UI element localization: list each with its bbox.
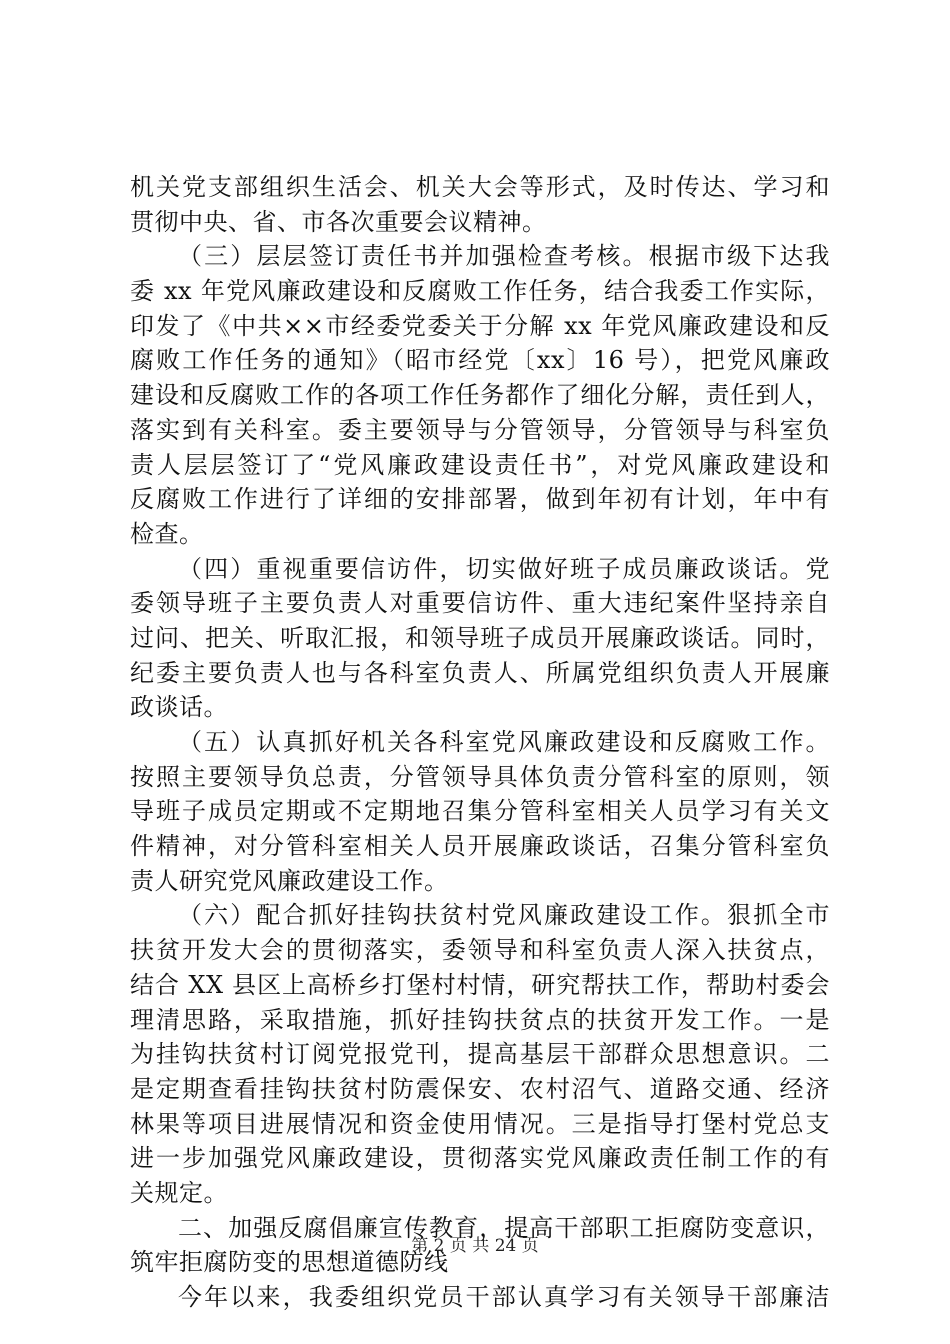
text-line: 反腐败工作进行了详细的安排部署，做到年初有计划，年中有 xyxy=(130,485,830,514)
text-line: 是定期查看挂钩扶贫村防震保安、农村沼气、道路交通、经济 xyxy=(130,1074,830,1103)
text-line: 腐败工作任务的通知》（昭市经党〔xx〕16 号），把党风廉政 xyxy=(130,346,830,375)
text-line: 委领导班子主要负责人对重要信访件、重大违纪案件坚持亲自 xyxy=(130,589,830,618)
text-line: 筑牢拒腐防变的思想道德防线 xyxy=(130,1248,449,1277)
text-line: 扶贫开发大会的贯彻落实，委领导和科室负责人深入扶贫点， xyxy=(130,936,830,965)
text-line: （五）认真抓好机关各科室党风廉政建设和反腐败工作。 xyxy=(178,728,830,756)
text-line: 导班子成员定期或不定期地召集分管科室相关人员学习有关文 xyxy=(130,797,830,826)
text-line: 为挂钩扶贫村订阅党报党刊，提高基层干部群众思想意识。二 xyxy=(130,1040,830,1069)
text-line: 委 xx 年党风廉政建设和反腐败工作任务，结合我委工作实际， xyxy=(130,277,830,306)
text-line: 责人层层签订了“党风廉政建设责任书”，对党风廉政建设和 xyxy=(130,450,830,479)
page-footer: 第 2 页 共 24 页 xyxy=(411,1236,539,1256)
text-line: 件精神，对分管科室相关人员开展廉政谈话，召集分管科室负 xyxy=(130,832,830,861)
text-line: 建设和反腐败工作的各项工作任务都作了细化分解，责任到人， xyxy=(130,381,830,410)
text-line: （三）层层签订责任书并加强检查考核。根据市级下达我 xyxy=(178,242,830,271)
text-line: 林果等项目进展情况和资金使用情况。三是指导打堡村党总支 xyxy=(130,1109,830,1138)
text-line: 检查。 xyxy=(130,519,204,548)
text-line: 按照主要领导负总责，分管领导具体负责分管科室的原则，领 xyxy=(130,762,830,791)
text-line: 过问、把关、听取汇报，和领导班子成员开展廉政谈话。同时， xyxy=(130,623,830,652)
text-line: 关规定。 xyxy=(130,1178,228,1207)
text-line: 贯彻中央、省、市各次重要会议精神。 xyxy=(130,207,547,236)
text-line: 二、加强反腐倡廉宣传教育，提高干部职工拒腐防变意识， xyxy=(178,1213,830,1242)
text-line: （六）配合抓好挂钩扶贫村党风廉政建设工作。狠抓全市 xyxy=(178,901,830,930)
text-line: 印发了《中共××市经委党委关于分解 xx 年党风廉政建设和反 xyxy=(130,311,830,340)
text-line: 进一步加强党风廉政建设，贯彻落实党风廉政责任制工作的有 xyxy=(130,1144,830,1173)
text-line: 纪委主要负责人也与各科室负责人、所属党组织负责人开展廉 xyxy=(130,658,830,687)
text-line: 结合 XX 县区上高桥乡打堡村村情，研究帮扶工作，帮助村委会 xyxy=(130,970,830,999)
text-line: 理清思路，采取措施，抓好挂钩扶贫点的扶贫开发工作。一是 xyxy=(130,1005,830,1034)
text-line: 责人研究党风廉政建设工作。 xyxy=(130,866,449,895)
text-line: 今年以来，我委组织党员干部认真学习有关领导干部廉洁 xyxy=(178,1283,830,1311)
document-body xyxy=(130,170,830,1315)
text-line: 政谈话。 xyxy=(130,693,228,722)
text-line: （四）重视重要信访件，切实做好班子成员廉政谈话。党 xyxy=(178,554,830,583)
text-line: 机关党支部组织生活会、机关大会等形式，及时传达、学习和 xyxy=(130,173,830,201)
text-line: 落实到有关科室。委主要领导与分管领导，分管领导与科室负 xyxy=(130,415,830,444)
